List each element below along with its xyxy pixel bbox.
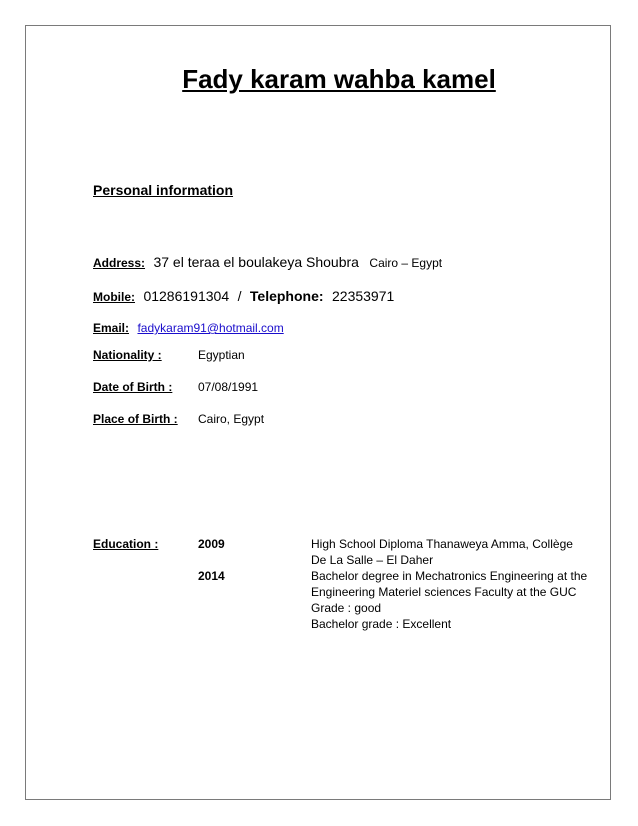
telephone-value: 22353971 [332, 288, 395, 304]
address-city: Cairo – Egypt [369, 256, 443, 270]
page-title: Fady karam wahba kamel [182, 64, 496, 94]
email-row [93, 319, 284, 337]
telephone-label: Telephone: [249, 288, 324, 304]
education-year: 2014 [198, 569, 225, 583]
address-label: Address: [93, 256, 146, 270]
grade-text: Grade : good [311, 601, 382, 615]
email-link[interactable]: fadykaram91@hotmail.com [137, 321, 284, 335]
education-line: Bachelor degree in Mechatronics Engineering at the [311, 569, 588, 583]
education-year: 2009 [198, 537, 225, 551]
dob-label: Date of Birth : [93, 380, 173, 394]
nationality-value: Egyptian [198, 348, 245, 362]
pob-label: Place of Birth : [93, 412, 178, 426]
phone-row [93, 288, 394, 306]
education-entry [311, 568, 587, 600]
education-entry [311, 536, 573, 568]
dob-value: 07/08/1991 [198, 380, 259, 394]
education-label: Education : [93, 537, 159, 551]
nationality-label: Nationality : [93, 348, 162, 362]
education-line: High School Diploma Thanaweya Amma, Collège [311, 537, 573, 551]
education-grades [311, 600, 451, 632]
address-row [93, 254, 442, 272]
address-value: 37 el teraa el boulakeya Shoubra [153, 254, 359, 270]
education-line: De La Salle – El Daher [311, 553, 434, 567]
pob-value: Cairo, Egypt [198, 412, 265, 426]
email-label: Email: [93, 321, 130, 335]
personal-info-heading: Personal information [93, 182, 234, 198]
mobile-value: 01286191304 [143, 288, 230, 304]
mobile-label: Mobile: [93, 290, 135, 304]
bachelor-grade-text: Bachelor grade : Excellent [311, 617, 452, 631]
education-line: Engineering Materiel sciences Faculty at the GUC [311, 585, 577, 599]
phone-separator: / [237, 288, 242, 304]
